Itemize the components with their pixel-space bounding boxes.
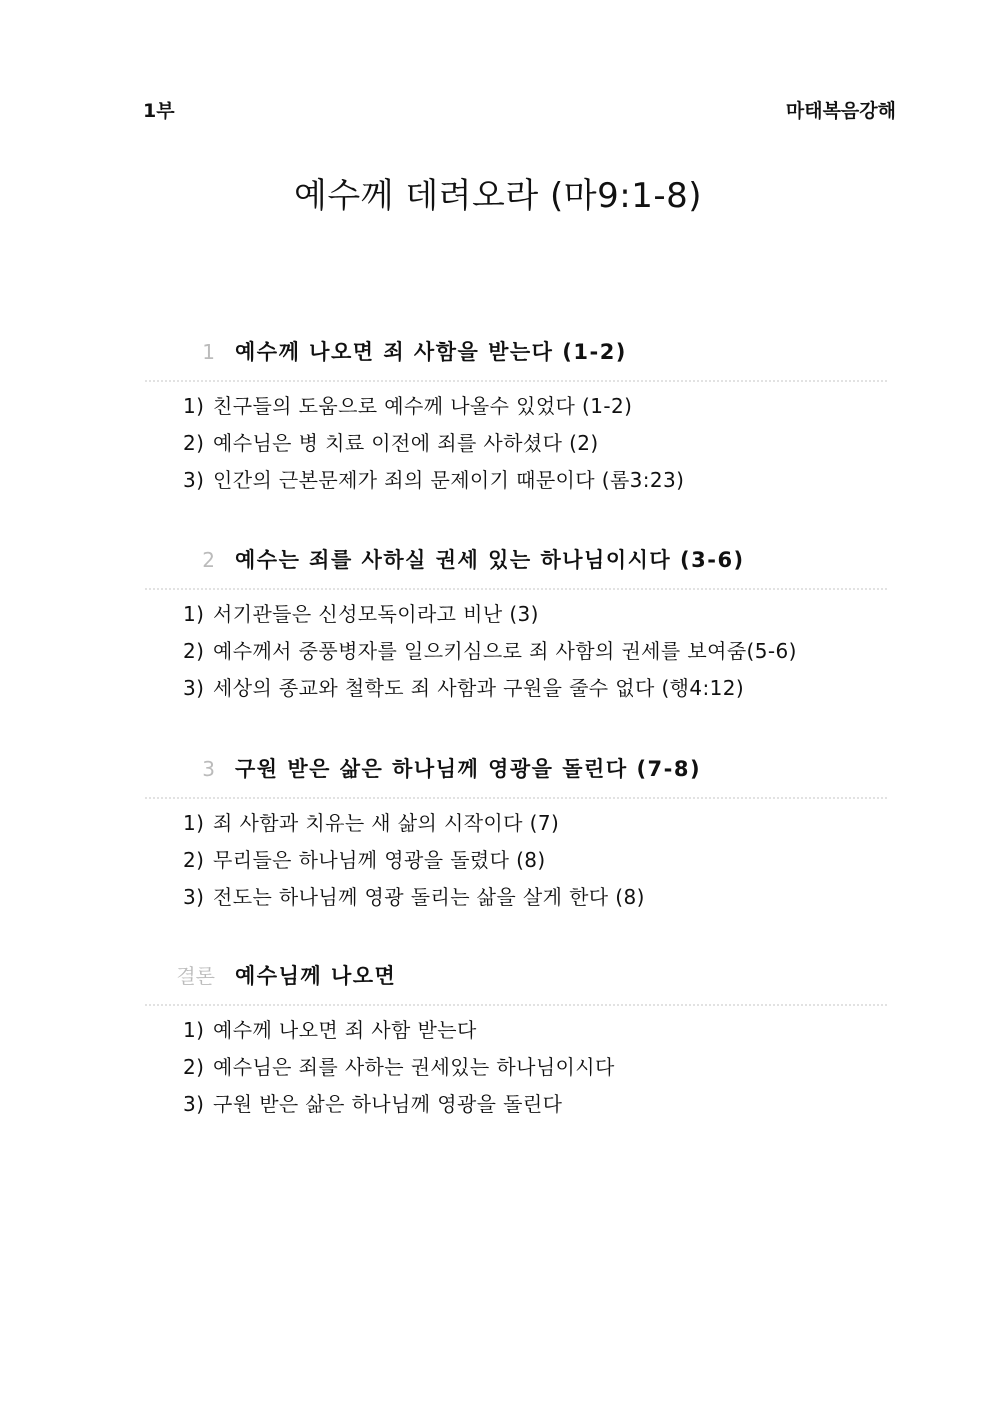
section-number: 1	[202, 340, 215, 364]
section-heading	[145, 336, 887, 372]
item-index: 3)	[183, 676, 205, 700]
section-heading	[145, 960, 887, 996]
item-index: 2)	[183, 848, 205, 872]
section-title: 예수께 나오면 죄 사함을 받는다 (1-2)	[235, 340, 627, 364]
section-2	[145, 544, 887, 707]
section-number: 2	[202, 548, 215, 572]
item-text: 친구들의 도움으로 예수께 나올수 있었다 (1-2)	[213, 394, 633, 418]
list-item	[183, 1012, 887, 1049]
item-text: 예수님은 병 치료 이전에 죄를 사하셨다 (2)	[213, 431, 599, 455]
list-item	[183, 596, 887, 633]
section-heading	[145, 544, 887, 580]
item-text: 무리들은 하나님께 영광을 돌렸다 (8)	[213, 848, 546, 872]
item-index: 2)	[183, 431, 205, 455]
list-item	[183, 805, 887, 842]
section-title: 구원 받은 삶은 하나님께 영광을 돌린다 (7-8)	[235, 757, 702, 781]
list-item	[183, 425, 887, 462]
list-item	[183, 670, 887, 707]
item-text: 예수께서 중풍병자를 일으키심으로 죄 사함의 권세를 보여줌(5-6)	[213, 639, 797, 663]
section-number: 결론	[176, 964, 215, 988]
part-label: 1부	[143, 100, 175, 122]
section-title: 예수는 죄를 사하실 권세 있는 하나님이시다 (3-6)	[235, 548, 745, 572]
dotted-divider	[145, 1004, 887, 1006]
item-text: 인간의 근본문제가 죄의 문제이기 때문이다 (롬3:23)	[213, 468, 685, 492]
list-item	[183, 388, 887, 425]
list-item	[183, 1086, 887, 1123]
item-index: 3)	[183, 885, 205, 909]
item-text: 죄 사함과 치유는 새 삶의 시작이다 (7)	[213, 811, 560, 835]
item-index: 1)	[183, 811, 205, 835]
item-text: 예수님은 죄를 사하는 권세있는 하나님이시다	[213, 1055, 615, 1079]
page-title: 예수께 데려오라 (마9:1-8)	[293, 176, 702, 216]
series-label: 마태복음강해	[785, 100, 896, 122]
item-text: 서기관들은 신성모독이라고 비난 (3)	[213, 602, 539, 626]
list-item	[183, 879, 887, 916]
item-index: 1)	[183, 1018, 205, 1042]
list-item	[183, 462, 887, 499]
list-item	[183, 633, 887, 670]
item-text: 예수께 나오면 죄 사함 받는다	[213, 1018, 477, 1042]
item-index: 2)	[183, 639, 205, 663]
dotted-divider	[145, 797, 887, 799]
dotted-divider	[145, 380, 887, 382]
item-index: 2)	[183, 1055, 205, 1079]
item-list	[145, 805, 887, 916]
item-list	[145, 596, 887, 707]
item-text: 전도는 하나님께 영광 돌리는 삶을 살게 한다 (8)	[213, 885, 645, 909]
item-index: 1)	[183, 394, 205, 418]
item-index: 1)	[183, 602, 205, 626]
dotted-divider	[145, 588, 887, 590]
list-item	[183, 1049, 887, 1086]
section-3	[145, 753, 887, 916]
item-index: 3)	[183, 1092, 205, 1116]
item-list	[145, 1012, 887, 1123]
section-title: 예수님께 나오면	[235, 964, 397, 988]
item-text: 세상의 종교와 철학도 죄 사함과 구원을 줄수 없다 (행4:12)	[213, 676, 745, 700]
section-heading	[145, 753, 887, 789]
item-index: 3)	[183, 468, 205, 492]
list-item	[183, 842, 887, 879]
section-number: 3	[202, 757, 215, 781]
section-conclusion	[145, 960, 887, 1123]
item-text: 구원 받은 삶은 하나님께 영광을 돌린다	[213, 1092, 563, 1116]
section-1	[145, 336, 887, 499]
item-list	[145, 388, 887, 499]
